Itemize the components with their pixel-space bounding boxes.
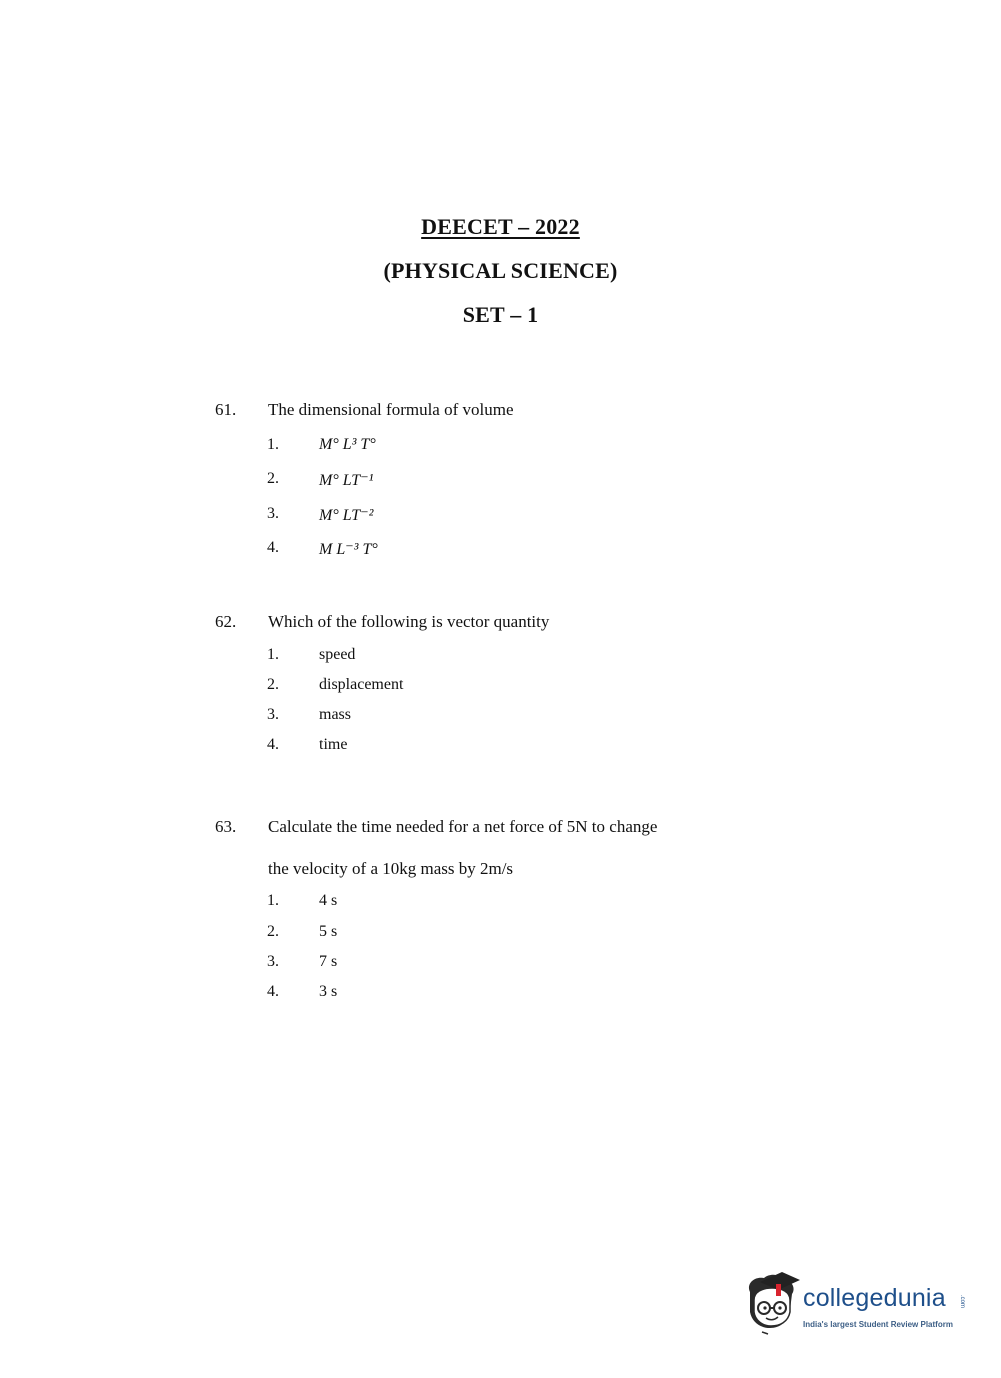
option [0, 953, 1001, 977]
option-formula: M° LT⁻¹ [319, 472, 374, 489]
option-number: 3. [267, 953, 279, 970]
option-text: 5 s [319, 923, 338, 940]
set-title: SET – 1 [462, 302, 539, 327]
collegedunia-logo[interactable] [740, 1270, 970, 1340]
option-text: displacement [319, 676, 404, 693]
option-text: mass [319, 706, 351, 723]
option-number: 1. [267, 892, 279, 909]
question-number: 61. [215, 400, 237, 419]
option-number: 2. [267, 676, 279, 693]
subject-title: (PHYSICAL SCIENCE) [383, 258, 618, 283]
option-number: 4. [267, 539, 279, 556]
option-formula: M° LT⁻² [319, 507, 374, 524]
option [0, 436, 1001, 460]
option-number: 2. [267, 470, 279, 487]
option-number: 1. [267, 436, 279, 453]
option-formula: M° L³ T° [319, 436, 376, 453]
option-number: 4. [267, 736, 279, 753]
exam-title: DEECET – 2022 [421, 214, 580, 239]
question-text: Calculate the time needed for a net force of 5N to change [268, 817, 658, 836]
option [0, 646, 1001, 670]
question-number: 62. [215, 612, 237, 631]
option-number: 4. [267, 983, 279, 1000]
option [0, 676, 1001, 700]
option-number: 1. [267, 646, 279, 663]
option-number: 2. [267, 923, 279, 940]
option [0, 470, 1001, 494]
option [0, 892, 1001, 916]
question-number: 63. [215, 817, 237, 836]
logo-tagline: India's largest Student Review Platform [803, 1320, 953, 1329]
option-text: 4 s [319, 892, 338, 909]
option-text: 7 s [319, 953, 338, 970]
option [0, 983, 1001, 1007]
option [0, 539, 1001, 563]
logo-wordmark: collegedunia [803, 1284, 946, 1312]
option [0, 736, 1001, 760]
option [0, 706, 1001, 730]
student-mascot-icon [740, 1270, 804, 1340]
option-text: 3 s [319, 983, 338, 1000]
option-text: speed [319, 646, 356, 663]
option [0, 505, 1001, 529]
question-text: The dimensional formula of volume [268, 400, 514, 419]
option-number: 3. [267, 706, 279, 723]
option-formula: M L⁻³ T° [319, 541, 378, 558]
question-text-line-2: the velocity of a 10kg mass by 2m/s [268, 859, 514, 878]
question-text: Which of the following is vector quantity [268, 612, 550, 631]
logo-domain-suffix: .com [959, 1295, 965, 1309]
option [0, 923, 1001, 947]
option-number: 3. [267, 505, 279, 522]
option-text: time [319, 736, 348, 753]
